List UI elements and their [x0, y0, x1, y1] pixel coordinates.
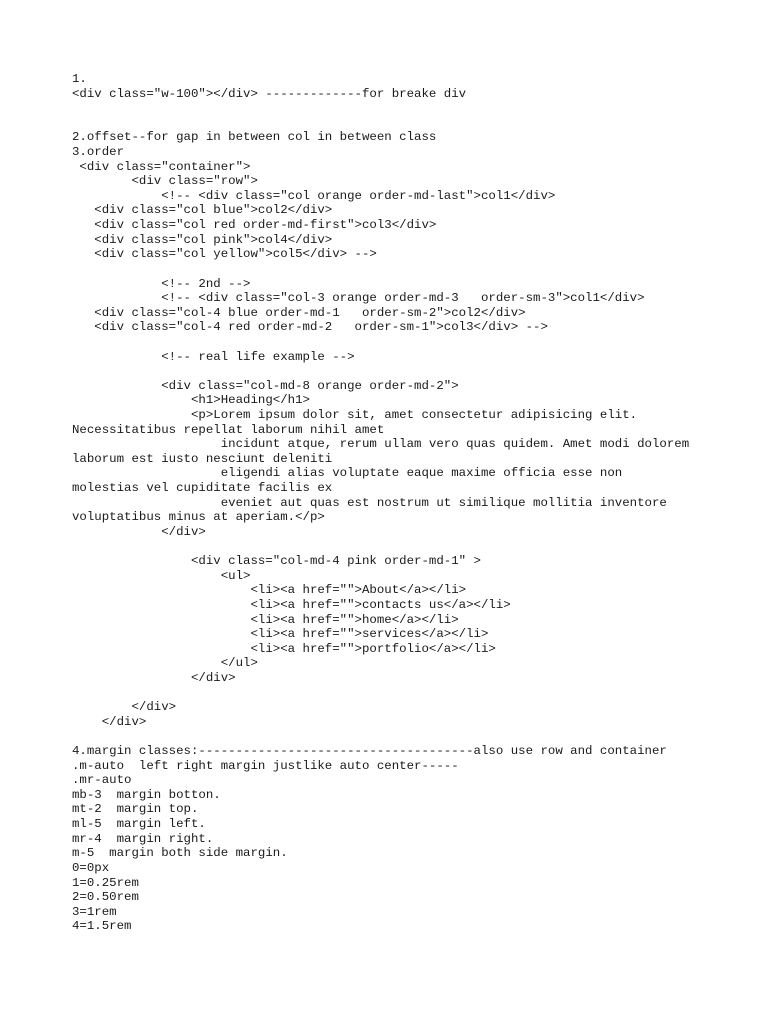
document-line: <li><a href="">home</a></li>: [72, 612, 459, 627]
document-line: 3=1rem: [72, 904, 117, 919]
document-line: 0=0px: [72, 860, 110, 875]
document-line: <div class="container">: [72, 159, 251, 174]
document-line: <div class="w-100"></div> -------------for breake div: [72, 86, 467, 101]
document-line: 2=0.50rem: [72, 890, 139, 905]
document-line: <li><a href="">contacts us</a></li>: [72, 597, 511, 612]
document-line: <ul>: [72, 568, 251, 583]
document-line: 1.: [72, 72, 87, 86]
document-line: <div class="col pink">col4</div>: [72, 232, 333, 247]
document-line: [72, 116, 689, 131]
document-line: <!-- real life example -->: [72, 349, 355, 364]
document-line: 4.margin classes:-------------------------------------also use row and container: [72, 744, 667, 759]
document-line: molestias vel cupiditate facilis ex: [72, 481, 333, 496]
document-line: [72, 364, 689, 379]
document-line: eveniet aut quas est nostrum ut similique mollitia inventore: [72, 495, 667, 510]
document-line: 2.offset--for gap in between col in between class: [72, 130, 437, 145]
document-line: </ul>: [72, 656, 258, 671]
document-line: <div class="col-4 red order-md-2 order-sm-1">col3</div> -->: [72, 320, 548, 335]
document-line: <div class="col-md-4 pink order-md-1" >: [72, 554, 481, 569]
document-line: <div class="col-md-8 orange order-md-2">: [72, 378, 459, 393]
document-line: <p>Lorem ipsum dolor sit, amet consectetur adipisicing elit.: [72, 408, 638, 423]
document-line: mr-4 margin right.: [72, 831, 214, 846]
document-line: [72, 540, 689, 555]
document-line: laborum est iusto nesciunt deleniti: [72, 451, 333, 466]
document-line: </div>: [72, 670, 236, 685]
document-line: mt-2 margin top.: [72, 802, 199, 817]
document-line: mb-3 margin botton.: [72, 787, 221, 802]
document-line: [72, 101, 689, 116]
document-line: <li><a href="">portfolio</a></li>: [72, 641, 496, 656]
document-line: <h1>Heading</h1>: [72, 393, 310, 408]
document-line: m-5 margin both side margin.: [72, 846, 288, 861]
document-line: <div class="col red order-md-first">col3</div>: [72, 218, 437, 233]
document-line: 4=1.5rem: [72, 919, 132, 934]
document-line: .mr-auto: [72, 773, 132, 788]
document-line: </div>: [72, 714, 147, 729]
document-line: [72, 262, 689, 277]
document-line: [72, 729, 689, 744]
document-line: <li><a href="">About</a></li>: [72, 583, 467, 598]
document-body: [72, 72, 689, 934]
document-line: <!-- 2nd -->: [72, 276, 251, 291]
document-line: [72, 335, 689, 350]
document-line: <!-- <div class="col-3 orange order-md-3 order-sm-3">col1</div>: [72, 291, 645, 306]
document-line: <div class="col yellow">col5</div> -->: [72, 247, 377, 262]
document-line: <!-- <div class="col orange order-md-last">col1</div>: [72, 188, 556, 203]
document-line: voluptatibus minus at aperiam.</p>: [72, 510, 325, 525]
document-line: </div>: [72, 700, 177, 715]
document-line: 1=0.25rem: [72, 875, 139, 890]
document-line: 3.order: [72, 145, 125, 160]
document-line: ml-5 margin left.: [72, 817, 206, 832]
document-line: <li><a href="">services</a></li>: [72, 627, 489, 642]
document-line: <div class="col blue">col2</div>: [72, 203, 333, 218]
document-line: incidunt atque, rerum ullam vero quas quidem. Amet modi dolorem: [72, 437, 690, 452]
document-line: <div class="row">: [72, 174, 258, 189]
document-line: [72, 686, 689, 701]
document-line: <div class="col-4 blue order-md-1 order-sm-2">col2</div>: [72, 305, 526, 320]
document-line: </div>: [72, 524, 206, 539]
document-line: Necessitatibus repellat laborum nihil amet: [72, 422, 385, 437]
document-line: eligendi alias voluptate eaque maxime officia esse non: [72, 466, 623, 481]
document-line: .m-auto left right margin justlike auto center-----: [72, 758, 459, 773]
